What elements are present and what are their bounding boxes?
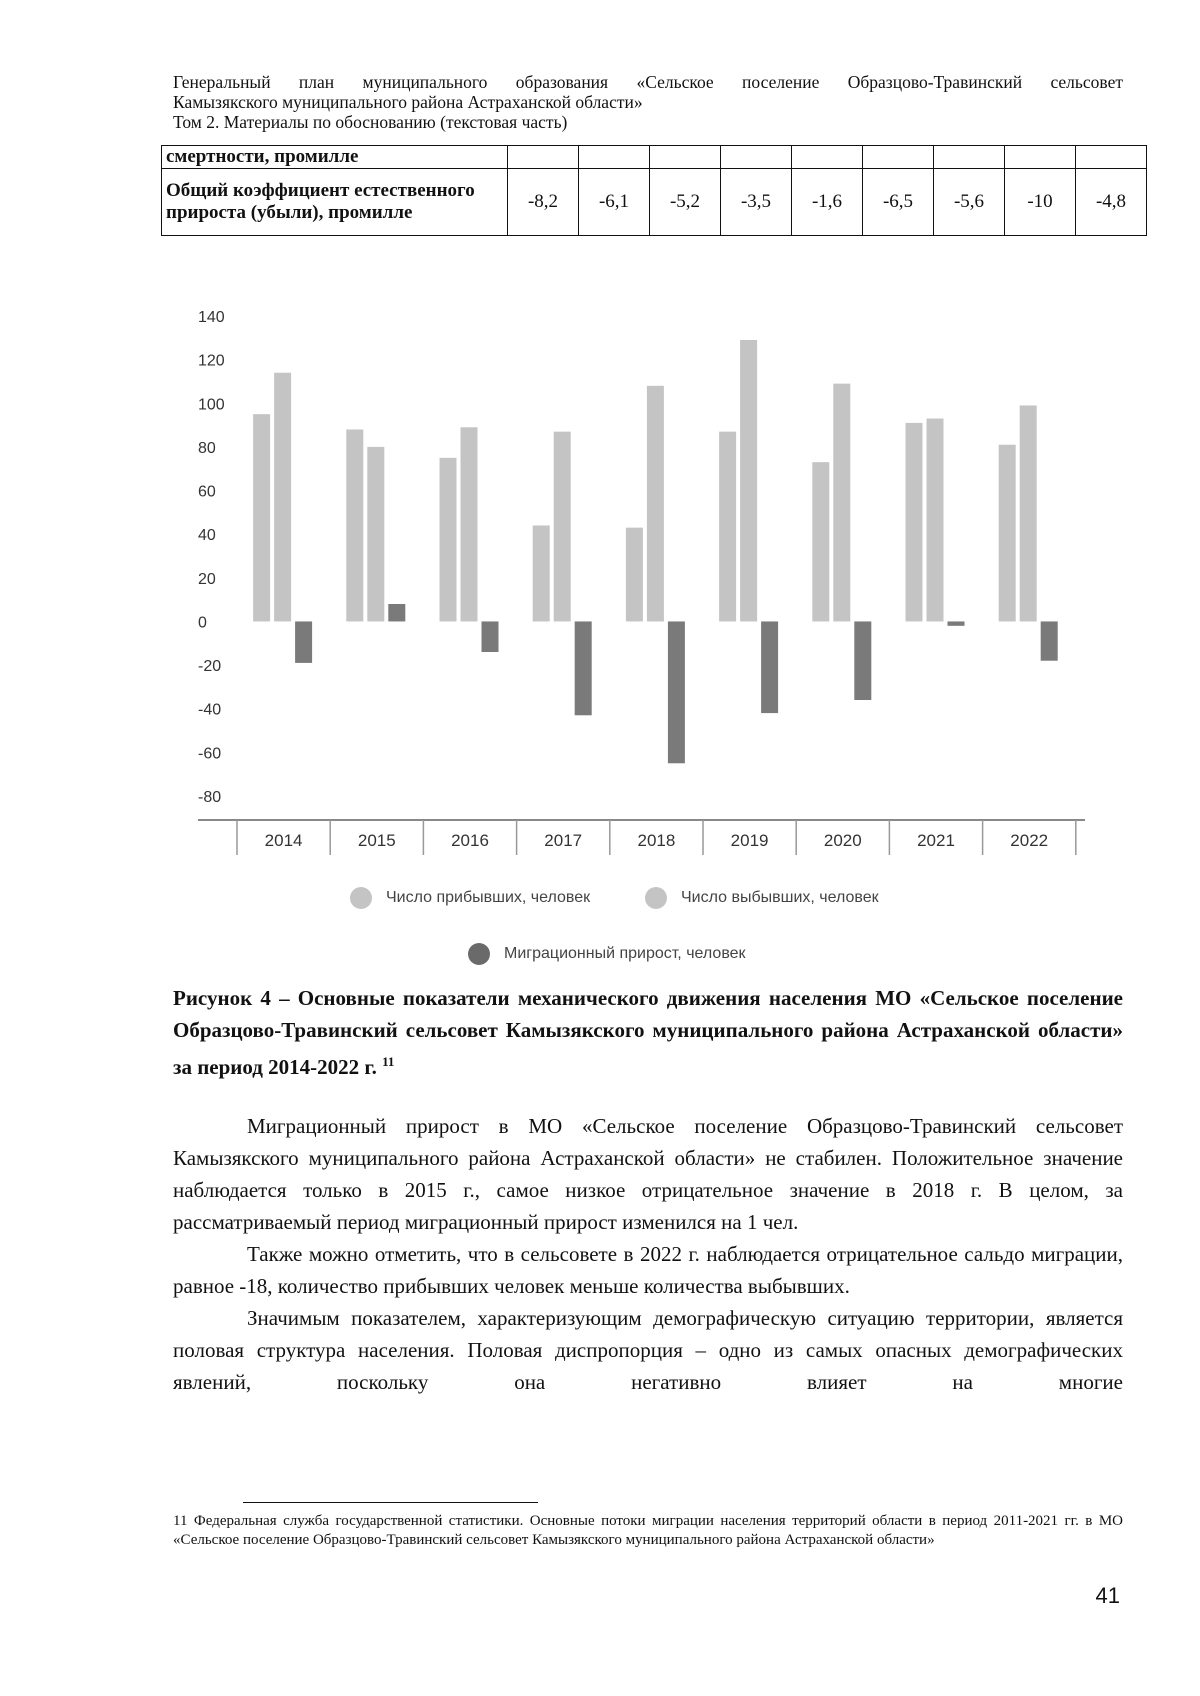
table-cell: -5,6 [934,169,1005,236]
x-tick-label: 2016 [451,831,489,850]
bar-arrivals [626,528,643,622]
coefficient-table [161,145,1147,236]
table-cell [579,146,650,169]
table-cell: -6,5 [863,169,934,236]
legend-swatch-icon [350,887,372,909]
bar-arrivals [440,458,457,622]
bar-departures [367,447,384,622]
table-cell: -6,1 [579,169,650,236]
bar-arrivals [533,525,550,621]
y-tick-label: 120 [198,352,225,370]
footnote-divider [243,1502,538,1503]
bar-arrivals [812,462,829,621]
bar-departures [833,384,850,622]
bar-departures [740,340,757,621]
paragraph-1: Миграционный прирост в МО «Сельское поселение Образцово-Травинский сельсовет Камызякского муниципального района Астраханской области» не стабилен. Положительное значение наблюдается только в 2015 г., самое низкое отрицательное значение в 2018 г. В целом, за рассматриваемый период миграционный прирост изменился на 1 чел. [173,1114,1123,1234]
x-tick-label: 2022 [1010,831,1049,850]
table-cell [792,146,863,169]
table-cell [863,146,934,169]
bar-departures [1020,405,1037,621]
bar-arrivals [253,414,270,621]
y-tick-label: 140 [198,309,225,326]
bar-departures [647,386,664,622]
y-tick-label: -40 [198,701,222,719]
bar-migration-growth [668,621,685,763]
table-cell: -1,6 [792,169,863,236]
row-label-mortality: смертности, промилле [162,146,508,169]
bar-departures [461,427,478,621]
header-line-1: Генеральный план муниципального образования «Сельское поселение Образцово-Травинский сельсовет [173,72,1123,92]
bar-departures [927,419,944,622]
footnote-text: 11 Федеральная служба государственной статистики. Основные потоки миграции населения территорий области в период 2011-2021 гг. в МО «Сельское поселение Образцово-Травинский сельсовет Камызякского муниципального района Астраханской области» [173,1513,1123,1548]
y-tick-label: -20 [198,658,222,676]
table-cell: -5,2 [650,169,721,236]
caption-text: Рисунок 4 – Основные показатели механического движения населения МО «Сельское поселение Образцово-Травинский сельсовет Камызякского муниципального района Астраханской области» за период 2014-2022 г. [173,986,1123,1079]
bar-arrivals [999,445,1016,622]
bar-migration-growth [948,621,965,625]
x-tick-label: 2021 [917,831,955,850]
x-tick-label: 2015 [357,831,396,850]
bar-migration-growth [1041,621,1058,660]
migration-bar-chart [0,290,1200,870]
figure-caption [173,982,1123,1083]
legend-label: Миграционный прирост, человек [504,945,746,962]
bar-migration-growth [854,621,871,700]
header-line-3: Том 2. Материалы по обоснованию (текстовая часть) [173,112,568,132]
footnote-ref: 11 [382,1054,395,1069]
bar-migration-growth [761,621,778,713]
table-row [162,146,1147,169]
y-tick-label: 0 [198,614,207,632]
bar-migration-growth [482,621,499,652]
table-cell [1005,146,1076,169]
bar-departures [554,432,571,622]
page-number: 41 [1095,1583,1120,1608]
bar-departures [274,373,291,622]
table-cell: -10 [1005,169,1076,236]
body-text [173,1110,1123,1398]
bar-migration-growth [295,621,312,662]
legend-migration-growth [468,943,746,965]
legend-label: Число выбывших, человек [681,889,879,906]
y-tick-label: 40 [198,527,216,545]
table-cell: -3,5 [721,169,792,236]
table-cell [508,146,579,169]
y-tick-label: 20 [198,570,216,588]
y-tick-label: 80 [198,439,216,457]
table-cell [1076,146,1147,169]
bar-migration-growth [388,604,405,621]
y-tick-label: -80 [198,789,222,806]
bar-arrivals [346,429,363,621]
table-cell [934,146,1005,169]
bar-migration-growth [575,621,592,715]
bar-arrivals [906,423,923,622]
table-cell: -8,2 [508,169,579,236]
footnote [173,1512,1123,1550]
paragraph-3: Значимым показателем, характеризующим демографическую ситуацию территории, является половая структура населения. Половая диспропорция – одно из самых опасных демографических явлений, поскольку она негативно влияет на многие [173,1306,1123,1394]
x-tick-label: 2014 [264,831,303,850]
x-tick-label: 2018 [637,831,676,850]
header-line-2: Камызякского муниципального района Астраханской области» [173,92,643,112]
table-cell [650,146,721,169]
row-label-natural-growth: Общий коэффициент естественного прироста (убыли), промилле [162,169,508,236]
legend-swatch-icon [468,943,490,965]
legend-label: Число прибывших, человек [386,889,591,906]
y-tick-label: 100 [198,396,225,414]
legend-departures [645,887,879,909]
paragraph-2: Также можно отметить, что в сельсовете в 2022 г. наблюдается отрицательное сальдо миграции, равное -18, количество прибывших человек меньше количества выбывших. [173,1242,1123,1298]
legend-arrivals [350,887,590,909]
legend-swatch-icon [645,887,667,909]
table-cell: -4,8 [1076,169,1147,236]
y-tick-label: -60 [198,745,222,763]
x-tick-label: 2017 [544,831,583,850]
table-row [162,169,1147,236]
table-cell [721,146,792,169]
x-tick-label: 2020 [823,831,862,850]
x-tick-label: 2019 [730,831,769,850]
bar-arrivals [719,432,736,622]
y-tick-label: 60 [198,483,216,501]
